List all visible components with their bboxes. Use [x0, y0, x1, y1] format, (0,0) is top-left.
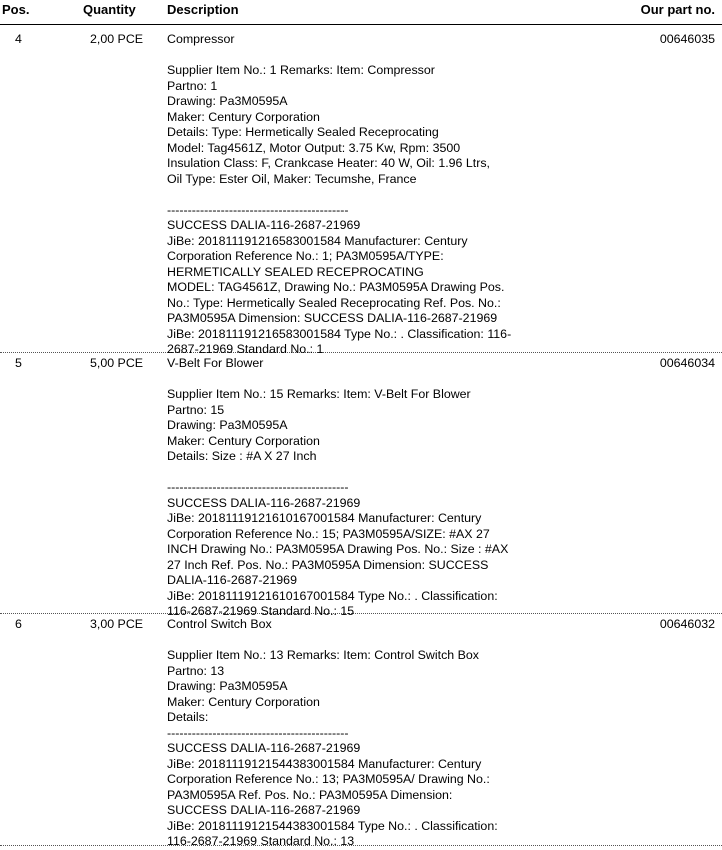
description-line: Drawing: Pa3M0595A: [167, 418, 288, 432]
description-line: Details: Size : #A X 27 Inch: [167, 449, 317, 463]
description-line: Corporation Reference No.: 13; PA3M0595A/ Drawing No.:: [167, 772, 490, 786]
description-line: Drawing: Pa3M0595A: [167, 679, 288, 693]
description-line: Partno: 15: [167, 402, 225, 417]
description-line: DALIA-116-2687-21969: [167, 573, 297, 587]
row-description: [167, 617, 498, 850]
description-line: 116-2687-21969 Standard No.: 13: [167, 834, 355, 848]
description-line: PA3M0595A Ref. Pos. No.: PA3M0595A Dimension:: [167, 787, 453, 802]
header-pos: Pos.: [2, 2, 30, 17]
description-line: JiBe: 20181119121610167001584 Manufacturer: Century: [167, 511, 482, 525]
row-quantity: 2,00 PCE: [90, 32, 144, 46]
description-line: Maker: Century Corporation: [167, 433, 320, 448]
table-header: [0, 0, 722, 25]
description-line: V-Belt For Blower: [167, 356, 264, 370]
description-line: SUCCESS DALIA-116-2687-21969: [167, 218, 361, 232]
row-pos: 6: [15, 617, 22, 631]
description-line: Control Switch Box: [167, 617, 272, 631]
description-line: 2687-21969 Standard No.: 1: [167, 342, 324, 356]
description-line: Supplier Item No.: 15 Remarks: Item: V-Belt For Blower: [167, 387, 471, 401]
description-line: Oil Type: Ester Oil, Maker: Tecumshe, France: [167, 171, 417, 186]
description-line: HERMETICALLY SEALED RECEPROCATING: [167, 264, 424, 279]
description-line: Maker: Century Corporation: [167, 694, 320, 709]
table-row: [0, 613, 722, 846]
description-line: SUCCESS DALIA-116-2687-21969: [167, 495, 361, 510]
description-line: [167, 372, 508, 388]
row-pos: 5: [15, 356, 22, 370]
header-quantity: Quantity: [83, 2, 136, 17]
description-line: INCH Drawing No.: PA3M0595A Drawing Pos. No.: Size : #AX: [167, 542, 509, 556]
description-line: 116-2687-21969 Standard No.: 15: [167, 604, 355, 618]
row-quantity: 3,00 PCE: [90, 617, 144, 631]
description-line: JiBe: 20181119121544383001584 Type No.: . Classification:: [167, 818, 498, 833]
row-description: [167, 356, 508, 620]
description-line: Maker: Century Corporation: [167, 109, 320, 124]
description-line: 27 Inch Ref. Pos. No.: PA3M0595A Dimension: SUCCESS: [167, 557, 489, 572]
description-line: SUCCESS DALIA-116-2687-21969: [167, 741, 361, 755]
description-line: JiBe: 201811191216583001584 Manufacturer: Century: [167, 233, 468, 248]
row-part-no: 00646034: [659, 356, 715, 370]
description-line: [167, 465, 508, 481]
description-line: PA3M0595A Dimension: SUCCESS DALIA-116-2687-21969: [167, 311, 498, 325]
description-line: --------------------------------------------: [167, 202, 349, 217]
row-pos: 4: [15, 32, 22, 46]
description-line: Supplier Item No.: 13 Remarks: Item: Control Switch Box: [167, 648, 479, 662]
row-description: [167, 32, 511, 358]
header-part-no: Our part no.: [640, 2, 715, 17]
description-line: Partno: 1: [167, 78, 218, 93]
description-line: JiBe: 201811191216583001584 Type No.: . Classification: 116-: [167, 326, 512, 341]
description-line: --------------------------------------------: [167, 480, 349, 494]
description-line: Drawing: Pa3M0595A: [167, 94, 288, 108]
row-part-no: 00646035: [659, 32, 715, 46]
table-row: [0, 25, 722, 356]
header-description: Description: [167, 2, 239, 17]
description-line: Details:: [167, 710, 209, 724]
description-line: [167, 187, 511, 203]
description-line: [167, 48, 511, 64]
description-line: Supplier Item No.: 1 Remarks: Item: Compressor: [167, 63, 435, 77]
row-quantity: 5,00 PCE: [90, 356, 144, 370]
description-line: MODEL: TAG4561Z, Drawing No.: PA3M0595A Drawing Pos.: [167, 280, 505, 294]
description-line: Compressor: [167, 32, 235, 46]
row-part-no: 00646032: [659, 617, 715, 631]
description-line: Partno: 13: [167, 663, 225, 678]
description-line: Corporation Reference No.: 15; PA3M0595A/SIZE: #AX 27: [167, 526, 490, 541]
description-line: Details: Type: Hermetically Sealed Receprocating: [167, 125, 439, 139]
description-line: Corporation Reference No.: 1; PA3M0595A/TYPE:: [167, 249, 444, 263]
description-line: Model: Tag4561Z, Motor Output: 3.75 Kw, Rpm: 3500: [167, 140, 461, 155]
description-line: JiBe: 20181119121610167001584 Type No.: . Classification:: [167, 588, 498, 603]
description-line: --------------------------------------------: [167, 725, 349, 740]
description-line: [167, 633, 498, 649]
description-line: No.: Type: Hermetically Sealed Receprocating Ref. Pos. No.:: [167, 295, 501, 310]
description-line: Insulation Class: F, Crankcase Heater: 40 W, Oil: 1.96 Ltrs,: [167, 156, 490, 170]
table-row: [0, 352, 722, 618]
description-line: JiBe: 20181119121544383001584 Manufacturer: Century: [167, 756, 482, 771]
description-line: SUCCESS DALIA-116-2687-21969: [167, 803, 361, 817]
